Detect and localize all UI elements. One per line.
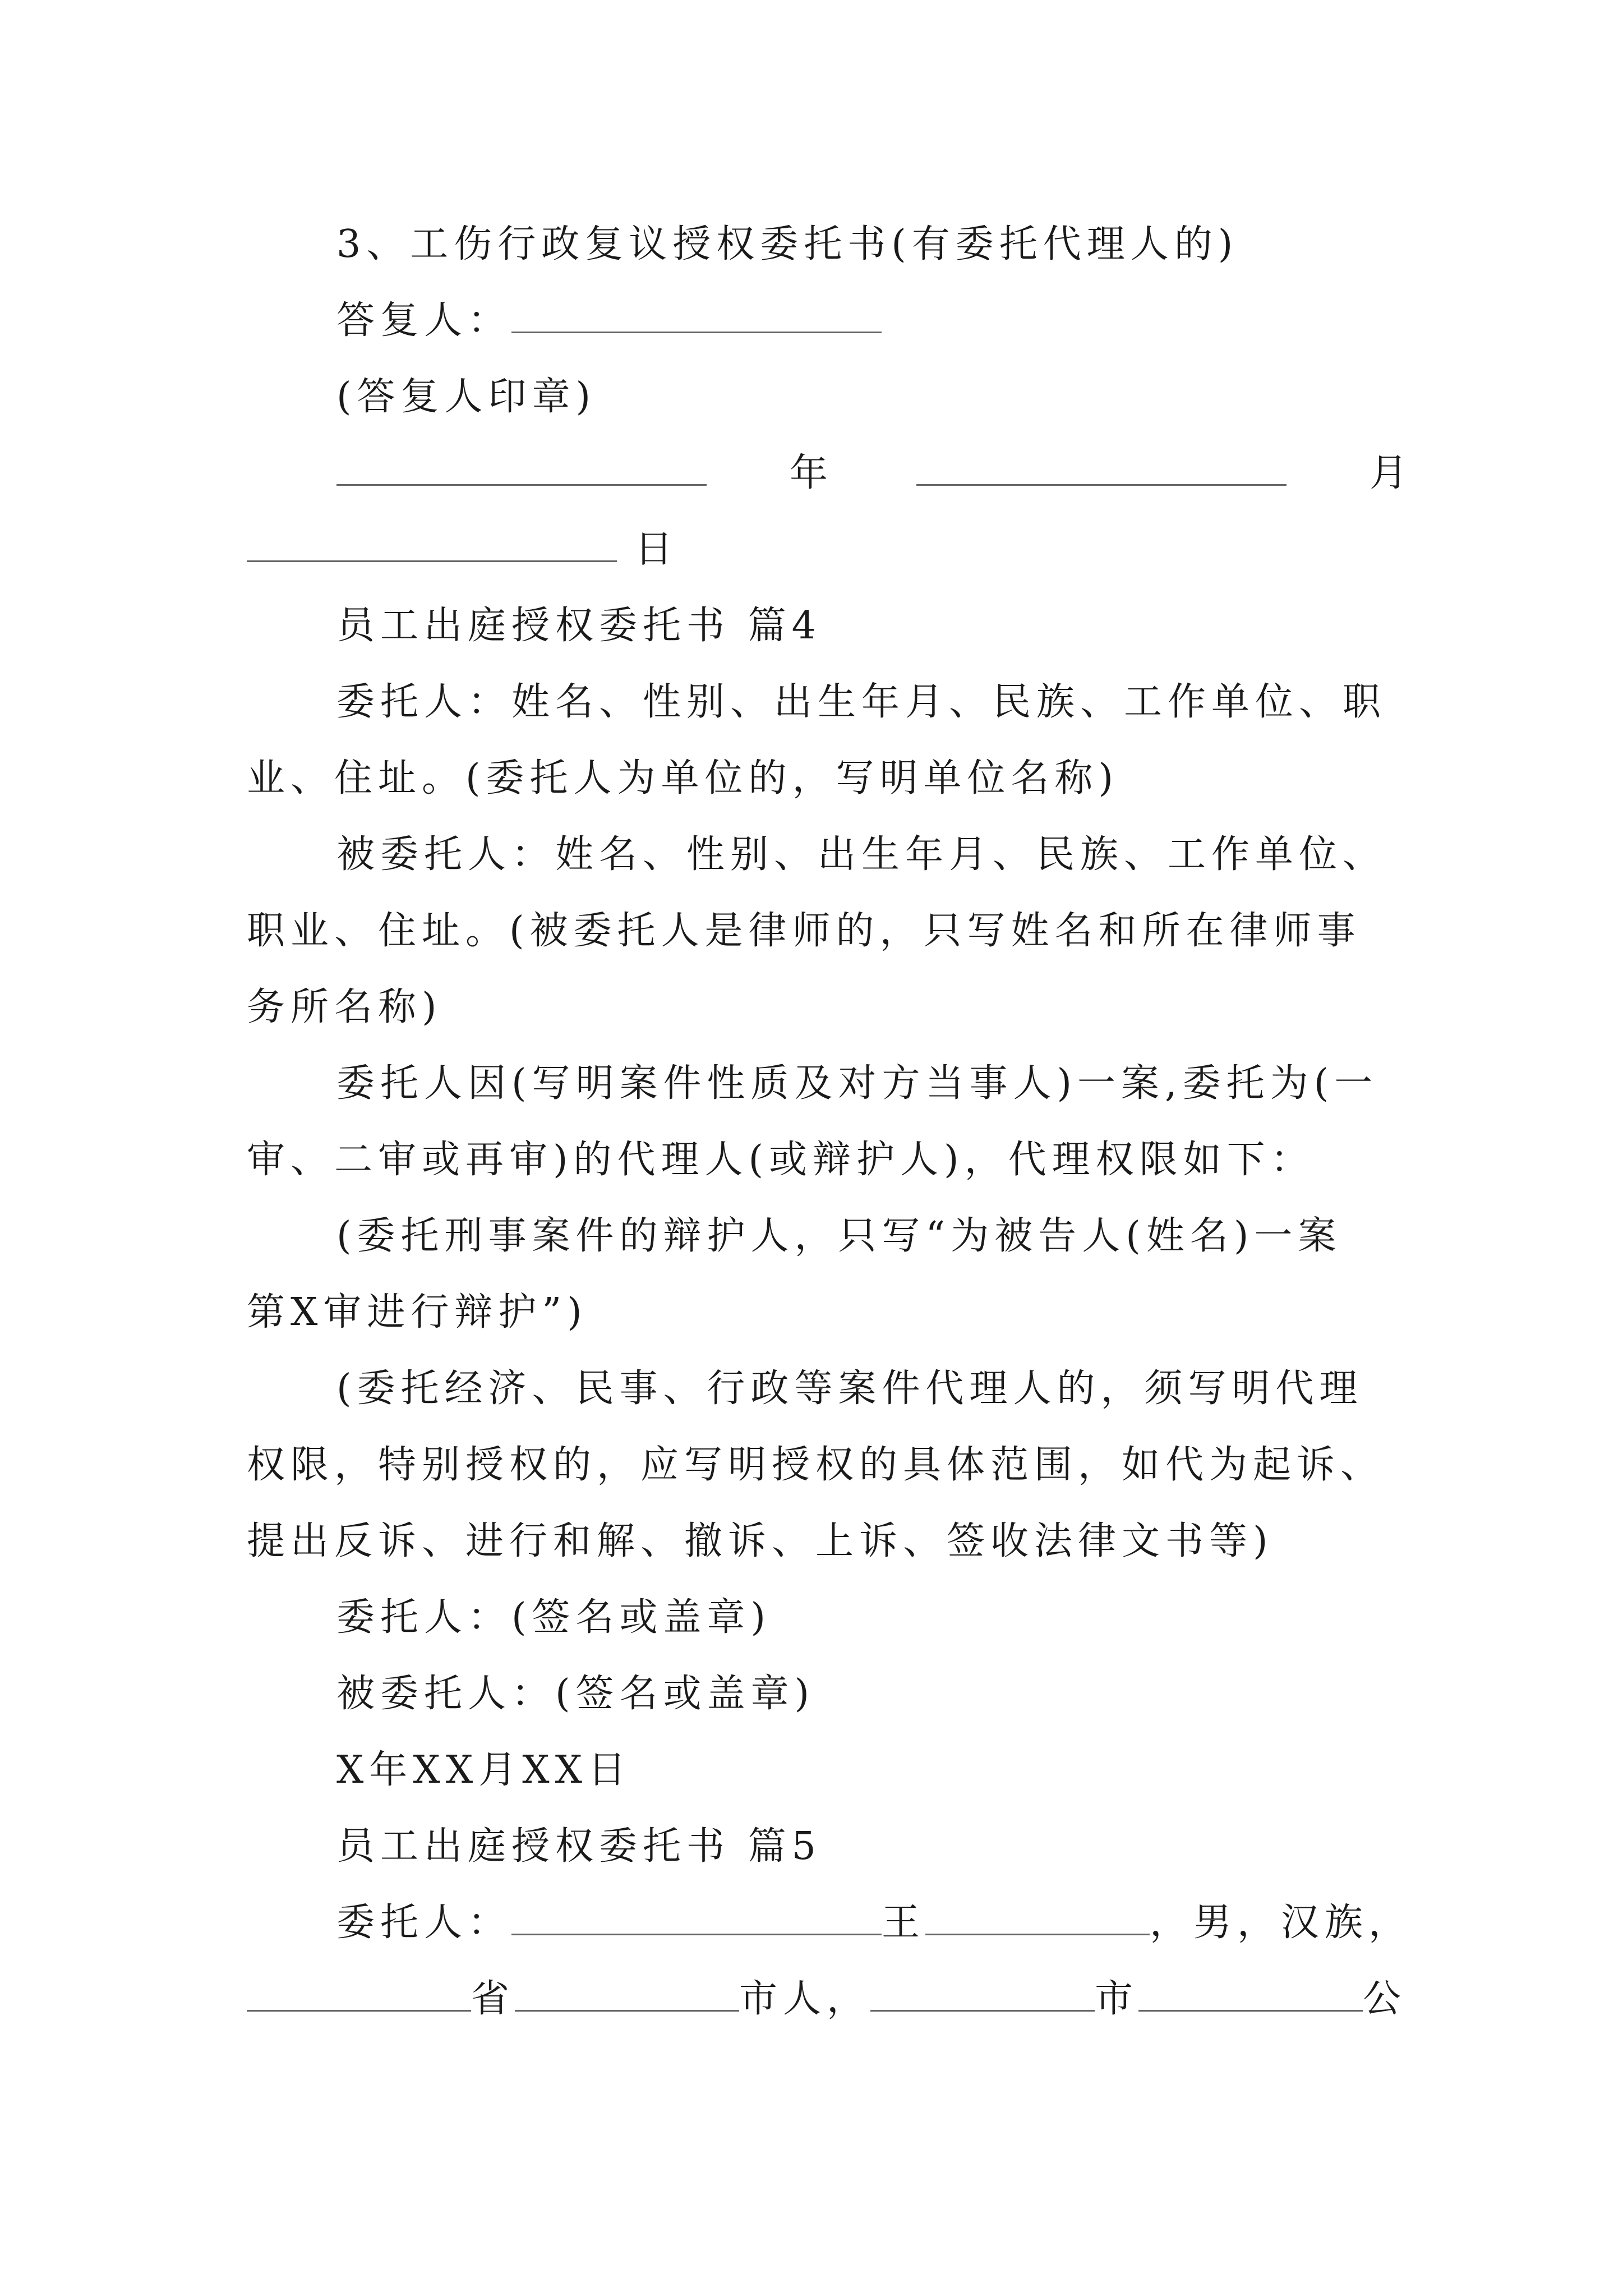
respondent-seal-line: (答复人印章) xyxy=(336,375,597,419)
paragraph-line: 委托人因(写明案件性质及对方当事人)一案,委托为(一 xyxy=(336,1061,1378,1106)
signature-date-line: X年XX月XX日 xyxy=(336,1748,632,1792)
principal-blank-2 xyxy=(925,1900,1150,1935)
section-title-5: 员工出庭授权委托书 篇5 xyxy=(336,1824,822,1869)
date-line xyxy=(336,435,1413,512)
paragraph-heading-3: 3、工伤行政复议授权委托书(有委托代理人的) xyxy=(336,222,1239,266)
agent-signature-line: 被委托人：(签名或盖章) xyxy=(336,1672,815,1716)
paragraph-line: 审、二审或再审)的代理人(或辩护人)，代理权限如下： xyxy=(247,1138,1315,1182)
city-blank-1 xyxy=(515,1976,739,2012)
paragraph-line: 第X审进行辩护”) xyxy=(247,1290,588,1335)
principal-blank-1 xyxy=(511,1900,882,1935)
year-label: 年 xyxy=(789,451,833,495)
company-blank xyxy=(1138,1976,1363,2012)
month-blank xyxy=(916,450,1287,486)
paragraph-line: 职业、住址。(被委托人是律师的，只写姓名和所在律师事 xyxy=(247,909,1361,953)
day-blank xyxy=(247,527,617,562)
address-fill-line: 省 市人， 市 公 xyxy=(247,1961,1413,2037)
respondent-blank xyxy=(511,298,882,333)
principal-signature-line: 委托人：(签名或盖章) xyxy=(336,1595,772,1640)
month-label: 月 xyxy=(1369,451,1413,495)
city-blank-2 xyxy=(870,1976,1095,2012)
respondent-line: 答复人： xyxy=(336,283,1413,359)
paragraph-line: 委托人：姓名、性别、出生年月、民族、工作单位、职 xyxy=(336,680,1387,724)
paragraph-line: (委托刑事案件的辩护人，只写“为被告人(姓名)一案 xyxy=(336,1214,1342,1258)
year-blank xyxy=(336,450,707,486)
paragraph-line: 权限，特别授权的，应写明授权的具体范围，如代为起诉、 xyxy=(247,1443,1385,1487)
paragraph-line: (委托经济、民事、行政等案件代理人的，须写明代理 xyxy=(336,1366,1363,1411)
paragraph-line: 提出反诉、进行和解、撤诉、上诉、签收法律文书等) xyxy=(247,1519,1274,1563)
province-blank xyxy=(247,1976,471,2012)
principal-fill-line: 委托人： 王 ，男，汉族， xyxy=(336,1901,1413,1945)
paragraph-line: 业、住址。(委托人为单位的，写明单位名称) xyxy=(247,756,1119,800)
section-title-4: 员工出庭授权委托书 篇4 xyxy=(336,604,822,648)
day-line: 日 xyxy=(247,512,1413,588)
paragraph-line: 被委托人：姓名、性别、出生年月、民族、工作单位、 xyxy=(336,832,1387,877)
paragraph-line: 务所名称) xyxy=(247,985,442,1029)
